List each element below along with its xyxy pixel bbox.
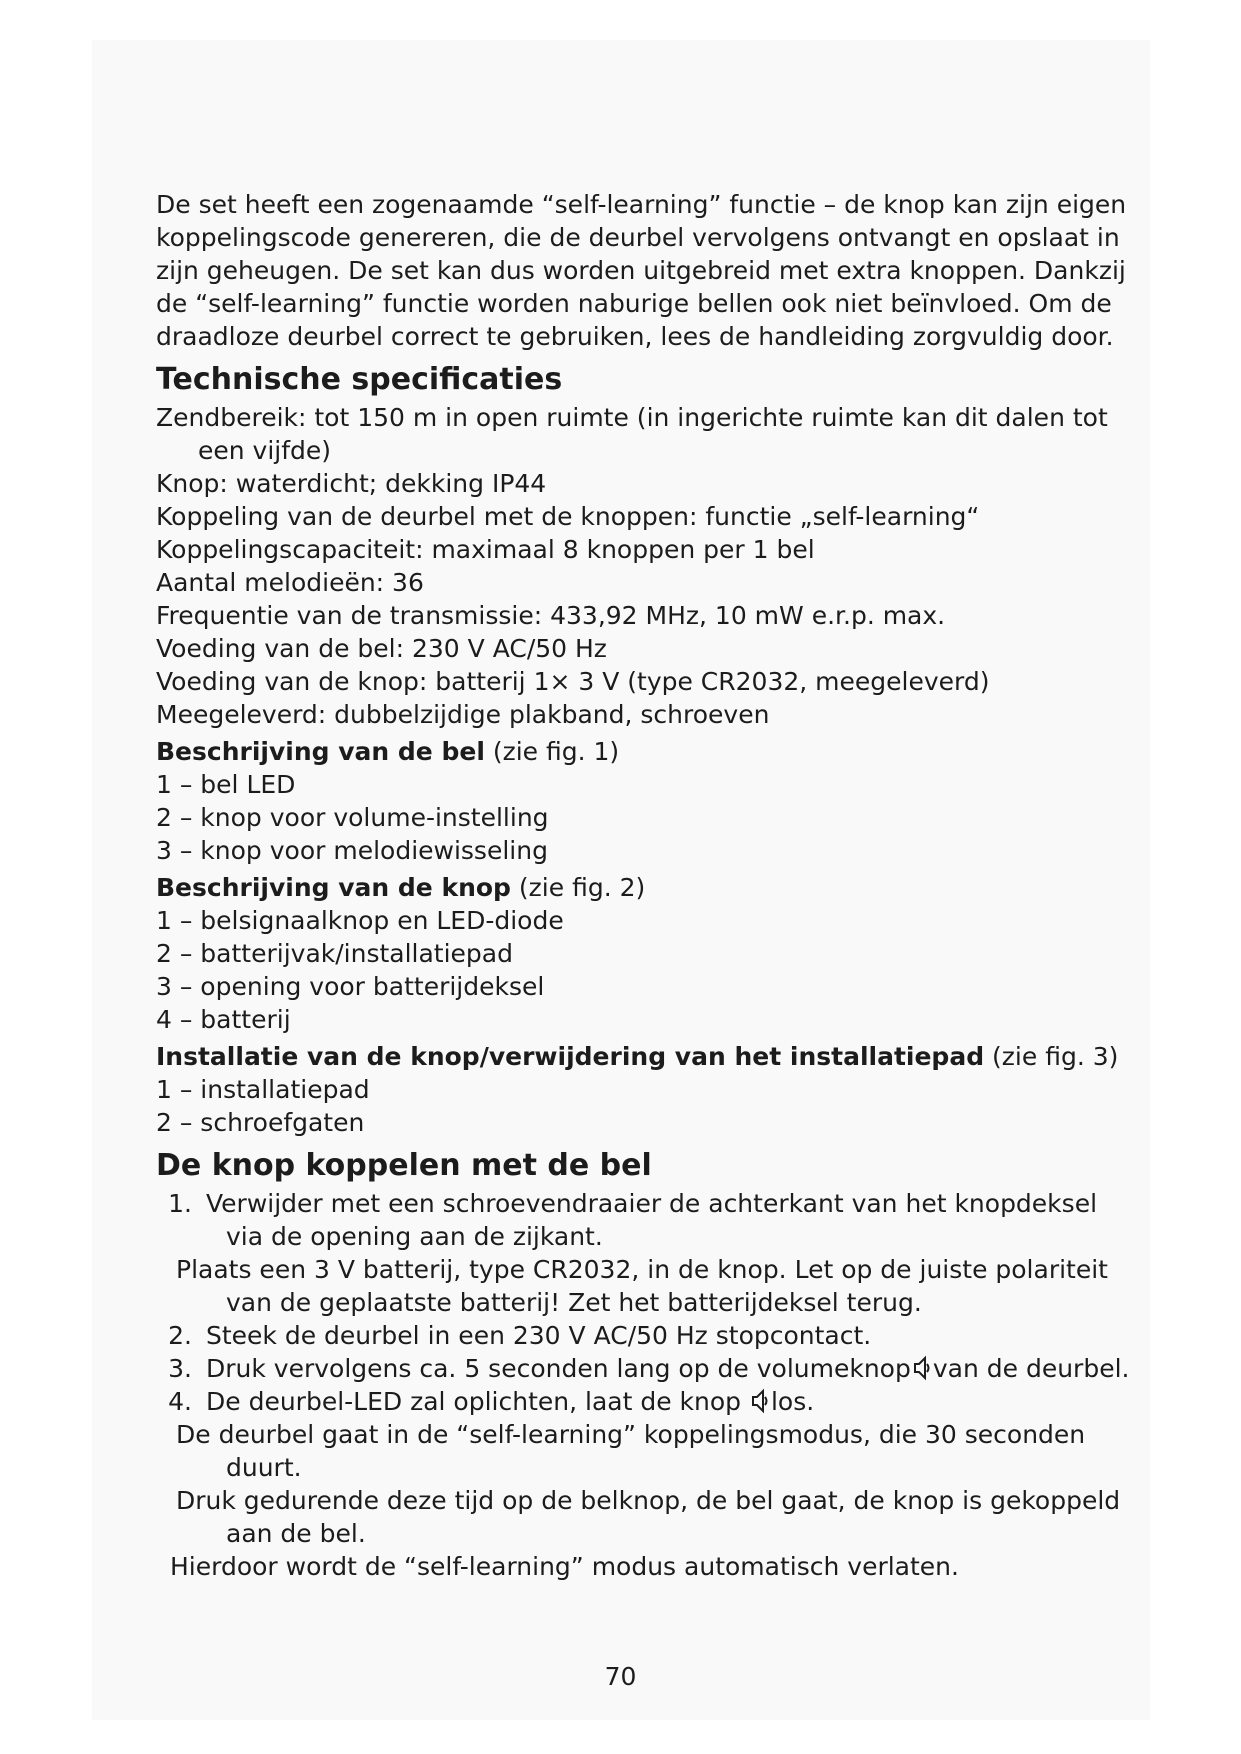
bel-item: 3 – knop voor melodiewisseling xyxy=(156,836,548,865)
intro-line: koppelingscode genereren, die de deurbel vervolgens ontvangt en opslaat in xyxy=(156,223,1120,252)
step-1 xyxy=(156,1187,1098,1220)
step-number: 1. xyxy=(168,1189,192,1218)
spec-item: Koppelingscapaciteit: maximaal 8 knoppen per 1 bel xyxy=(156,535,815,564)
step-number: 4. xyxy=(168,1387,192,1416)
knop-fig-ref: (zie fig. 2) xyxy=(518,873,646,902)
intro-line: zijn geheugen. De set kan dus worden uitgebreid met extra knoppen. Dankzij xyxy=(156,256,1126,285)
press-note: Druk gedurende deze tijd op de belknop, de bel gaat, de knop is gekoppeld xyxy=(176,1486,1121,1515)
exit-note: Hierdoor wordt de “self-learning” modus automatisch verlaten. xyxy=(170,1552,959,1581)
step-number: 3. xyxy=(168,1354,192,1383)
bel-item: 1 – bel LED xyxy=(156,770,296,799)
bel-fig-ref: (zie fig. 1) xyxy=(492,737,620,766)
press-note-cont: aan de bel. xyxy=(226,1519,366,1548)
knop-item: 2 – batterijvak/installatiepad xyxy=(156,939,513,968)
spec-range: Zendbereik: tot 150 m in open ruimte (in ingerichte ruimte kan dit dalen tot xyxy=(156,403,1108,432)
spec-item: Voeding van de bel: 230 V AC/50 Hz xyxy=(156,634,607,663)
intro-line: de “self-learning” functie worden naburige bellen ook niet beïnvloed. Om de xyxy=(156,289,1112,318)
spec-range-cont: een vijfde) xyxy=(198,436,332,465)
install-item: 1 – installatiepad xyxy=(156,1075,370,1104)
spec-item: Aantal melodieën: 36 xyxy=(156,568,424,597)
battery-note: Plaats een 3 V batterij, type CR2032, in de knop. Let op de juiste polariteit xyxy=(176,1255,1108,1284)
specs-heading: Technische specificaties xyxy=(156,362,563,397)
intro-paragraph xyxy=(156,188,1127,353)
intro-line: draadloze deurbel correct te gebruiken, lees de handleiding zorgvuldig door. xyxy=(156,322,1114,351)
step-text-end: van de deurbel. xyxy=(932,1354,1130,1383)
spec-item: Koppeling van de deurbel met de knoppen: functie „self-learning“ xyxy=(156,502,980,531)
spec-item: Voeding van de knop: batterij 1× 3 V (type CR2032, meegeleverd) xyxy=(156,667,990,696)
bel-title: Beschrijving van de bel xyxy=(156,737,485,766)
step-text: Druk vervolgens ca. 5 seconden lang op de volumeknop xyxy=(206,1354,911,1383)
step-1-cont: via de opening aan de zijkant. xyxy=(226,1222,603,1251)
install-fig-ref: (zie fig. 3) xyxy=(992,1042,1119,1071)
mode-note: De deurbel gaat in de “self-learning” koppelingsmodus, die 30 seconden xyxy=(176,1420,1086,1449)
volume-knob-icon xyxy=(913,1355,931,1381)
page-number: 70 xyxy=(604,1662,637,1691)
mode-note-cont: duurt. xyxy=(226,1453,302,1482)
battery-note-cont: van de geplaatste batterij! Zet het batterijdeksel terug. xyxy=(226,1288,922,1317)
bel-description-title xyxy=(156,735,1086,768)
install-item: 2 – schroefgaten xyxy=(156,1108,365,1137)
spec-item: Meegeleverd: dubbelzijdige plakband, schroeven xyxy=(156,700,770,729)
spec-item: Knop: waterdicht; dekking IP44 xyxy=(156,469,547,498)
install-title-line xyxy=(156,1040,1119,1073)
step-2 xyxy=(156,1319,1086,1352)
step-4 xyxy=(156,1385,1086,1418)
bel-item: 2 – knop voor volume-instelling xyxy=(156,803,549,832)
step-text: Verwijder met een schroevendraaier de achterkant van het knopdeksel xyxy=(206,1189,1098,1218)
page-content xyxy=(156,188,1130,1583)
pairing-heading: De knop koppelen met de bel xyxy=(156,1148,652,1183)
step-text: De deurbel-LED zal oplichten, laat de knop xyxy=(206,1387,742,1416)
knop-item: 3 – opening voor batterijdeksel xyxy=(156,972,545,1001)
step-3 xyxy=(156,1352,1130,1385)
knop-description-title xyxy=(156,871,1086,904)
knop-title: Beschrijving van de knop xyxy=(156,873,511,902)
install-title: Installatie van de knop/verwijdering van het installatiepad xyxy=(156,1042,985,1071)
spec-item: Frequentie van de transmissie: 433,92 MHz, 10 mW e.r.p. max. xyxy=(156,601,946,630)
intro-line: De set heeft een zogenaamde “self-learning” functie – de knop kan zijn eigen xyxy=(156,190,1127,219)
volume-knob-icon xyxy=(751,1388,769,1414)
step-text-end: los. xyxy=(770,1387,815,1416)
knop-item: 4 – batterij xyxy=(156,1005,291,1034)
step-number: 2. xyxy=(168,1321,192,1350)
knop-item: 1 – belsignaalknop en LED-diode xyxy=(156,906,564,935)
step-text: Steek de deurbel in een 230 V AC/50 Hz stopcontact. xyxy=(206,1321,872,1350)
